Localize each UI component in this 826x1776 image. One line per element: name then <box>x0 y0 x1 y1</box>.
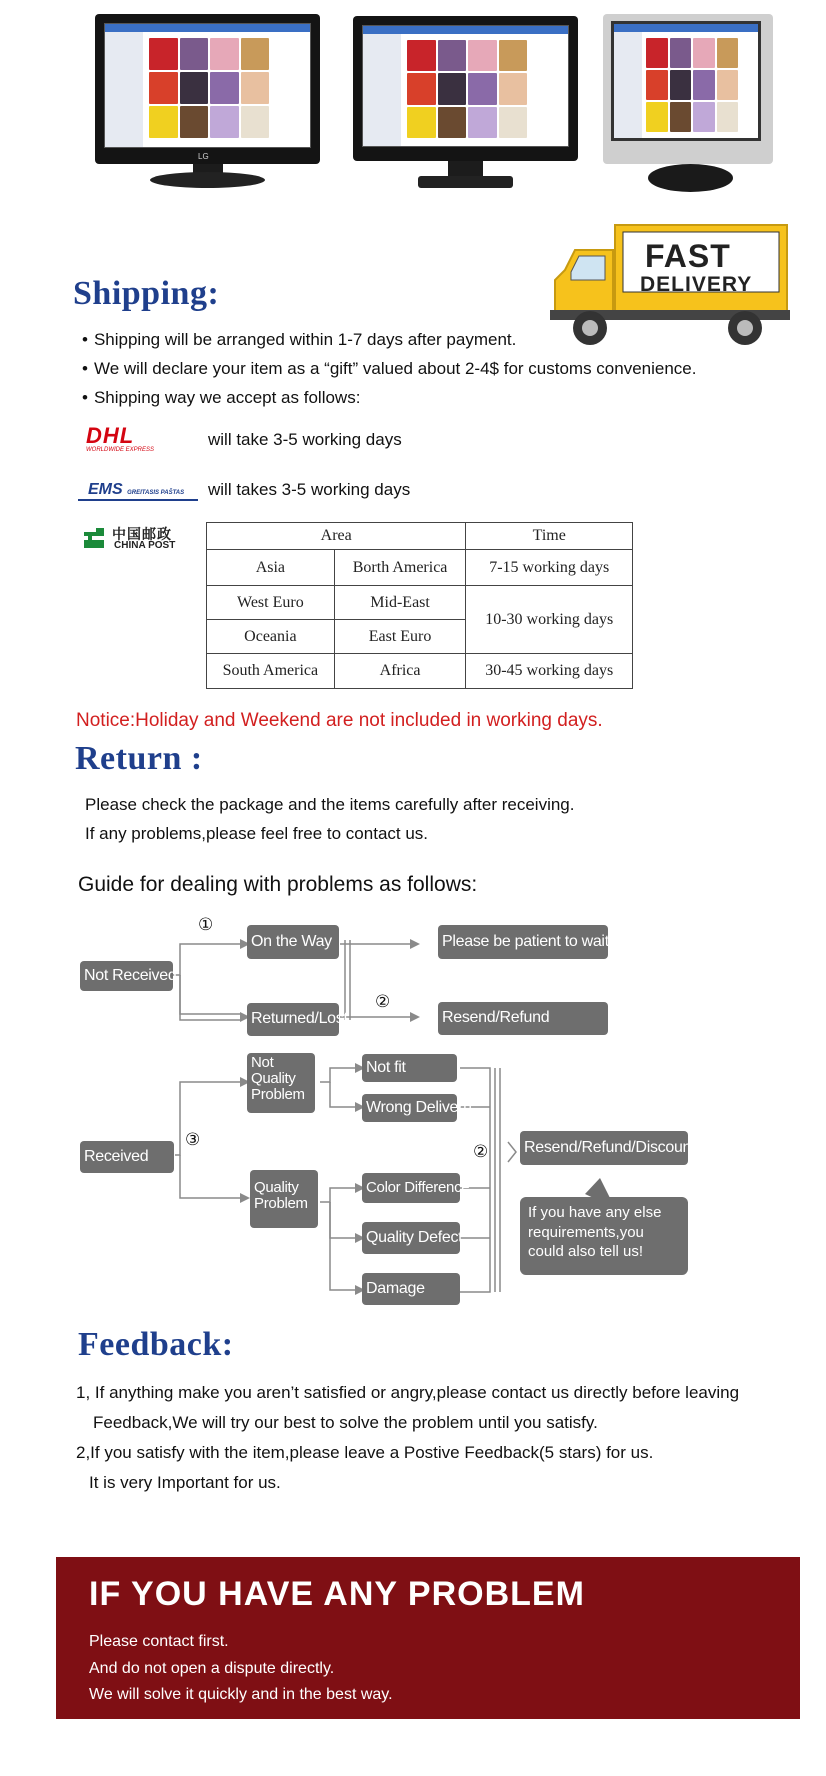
china-post-logo: 中国邮政 CHINA POST <box>82 524 192 554</box>
flow-mark-3: ③ <box>185 1130 201 1149</box>
flow-returned-lost: Returned/Lost <box>247 1003 339 1036</box>
return-line-2: If any problems,please feel free to contact us. <box>85 824 429 843</box>
monitor-brand: LG <box>198 152 209 161</box>
ems-logo: EMS GREITASIS PAŠTAS <box>78 481 198 501</box>
flow-wrong-delivery: Wrong Deliveru <box>362 1094 457 1122</box>
return-line-1: Please check the package and the items carefully after receiving. <box>85 795 575 814</box>
table-header-area: Area <box>207 523 466 550</box>
guide-title: Guide for dealing with problems as follows: <box>78 873 478 896</box>
flow-mark-2: ② <box>375 992 391 1011</box>
flow-color-difference: Color Difference <box>362 1173 460 1203</box>
table-cell: South America <box>207 654 335 689</box>
flow-requirements-bubble: If you have any else requirements,you could also tell us! <box>520 1197 688 1275</box>
table-cell: East Euro <box>334 620 466 654</box>
truck-label-fast: FAST <box>645 238 731 274</box>
table-cell: Africa <box>334 654 466 689</box>
table-cell: 10-30 working days <box>466 586 633 654</box>
table-cell: Asia <box>207 550 335 586</box>
flow-resend-refund: Resend/Refund <box>438 1002 608 1035</box>
table-header-time: Time <box>466 523 633 550</box>
holiday-notice: Notice:Holiday and Weekend are not included in working days. <box>76 710 603 731</box>
shipping-heading: Shipping: <box>73 275 220 312</box>
ems-text: will takes 3-5 working days <box>208 480 411 499</box>
flow-damage: Damage <box>362 1273 460 1305</box>
flow-be-patient: Please be patient to wait <box>438 925 608 959</box>
flow-quality-defect: Quality Defect <box>362 1222 460 1254</box>
shipping-bullet-1: • Shipping will be arranged within 1-7 days after payment. <box>82 330 516 350</box>
table-cell: West Euro <box>207 586 335 620</box>
flow-not-quality-problem: Not Quality Problem <box>247 1053 315 1113</box>
banner-title: IF YOU HAVE ANY PROBLEM <box>89 1575 585 1613</box>
banner-line-2: And do not open a dispute directly. <box>89 1660 335 1677</box>
flow-received: Received <box>80 1141 174 1173</box>
flow-not-received: Not Received <box>80 961 173 991</box>
problem-banner <box>56 1557 800 1719</box>
table-cell: 7-15 working days <box>466 550 633 586</box>
feedback-line-2: Feedback,We will try our best to solve the problem until you satisfy. <box>93 1413 598 1432</box>
feedback-line-4: It is very Important for us. <box>89 1473 281 1492</box>
truck-label-delivery: DELIVERY <box>640 273 753 296</box>
return-heading: Return : <box>75 740 203 777</box>
dhl-logo: DHL WORLDWIDE EXPRESS <box>86 423 155 453</box>
flow-mark-1: ① <box>198 915 214 934</box>
feedback-line-1: 1, If anything make you aren’t satisfied or angry,please contact us directly before leaving <box>76 1383 740 1402</box>
dhl-text: will take 3-5 working days <box>208 430 402 449</box>
feedback-line-3: 2,If you satisfy with the item,please leave a Postive Feedback(5 stars) for us. <box>76 1443 654 1462</box>
table-cell: Mid-East <box>334 586 466 620</box>
flow-resend-refund-discount: Resend/Refund/Discount <box>520 1131 688 1165</box>
table-cell: Oceania <box>207 620 335 654</box>
feedback-heading: Feedback: <box>78 1326 234 1363</box>
table-cell: Borth America <box>334 550 466 586</box>
banner-line-1: Please contact first. <box>89 1633 229 1650</box>
banner-line-3: We will solve it quickly and in the best way. <box>89 1686 393 1703</box>
flow-on-the-way: On the Way <box>247 925 339 959</box>
shipping-bullet-3: • Shipping way we accept as follows: <box>82 388 360 408</box>
flow-quality-problem: Quality Problem <box>250 1170 318 1228</box>
shipping-bullet-2: • We will declare your item as a “gift” valued about 2-4$ for customs convenience. <box>82 359 696 379</box>
table-cell: 30-45 working days <box>466 654 633 689</box>
flow-not-fit: Not fit <box>362 1054 457 1082</box>
flow-mark-2b: ② <box>473 1142 489 1161</box>
